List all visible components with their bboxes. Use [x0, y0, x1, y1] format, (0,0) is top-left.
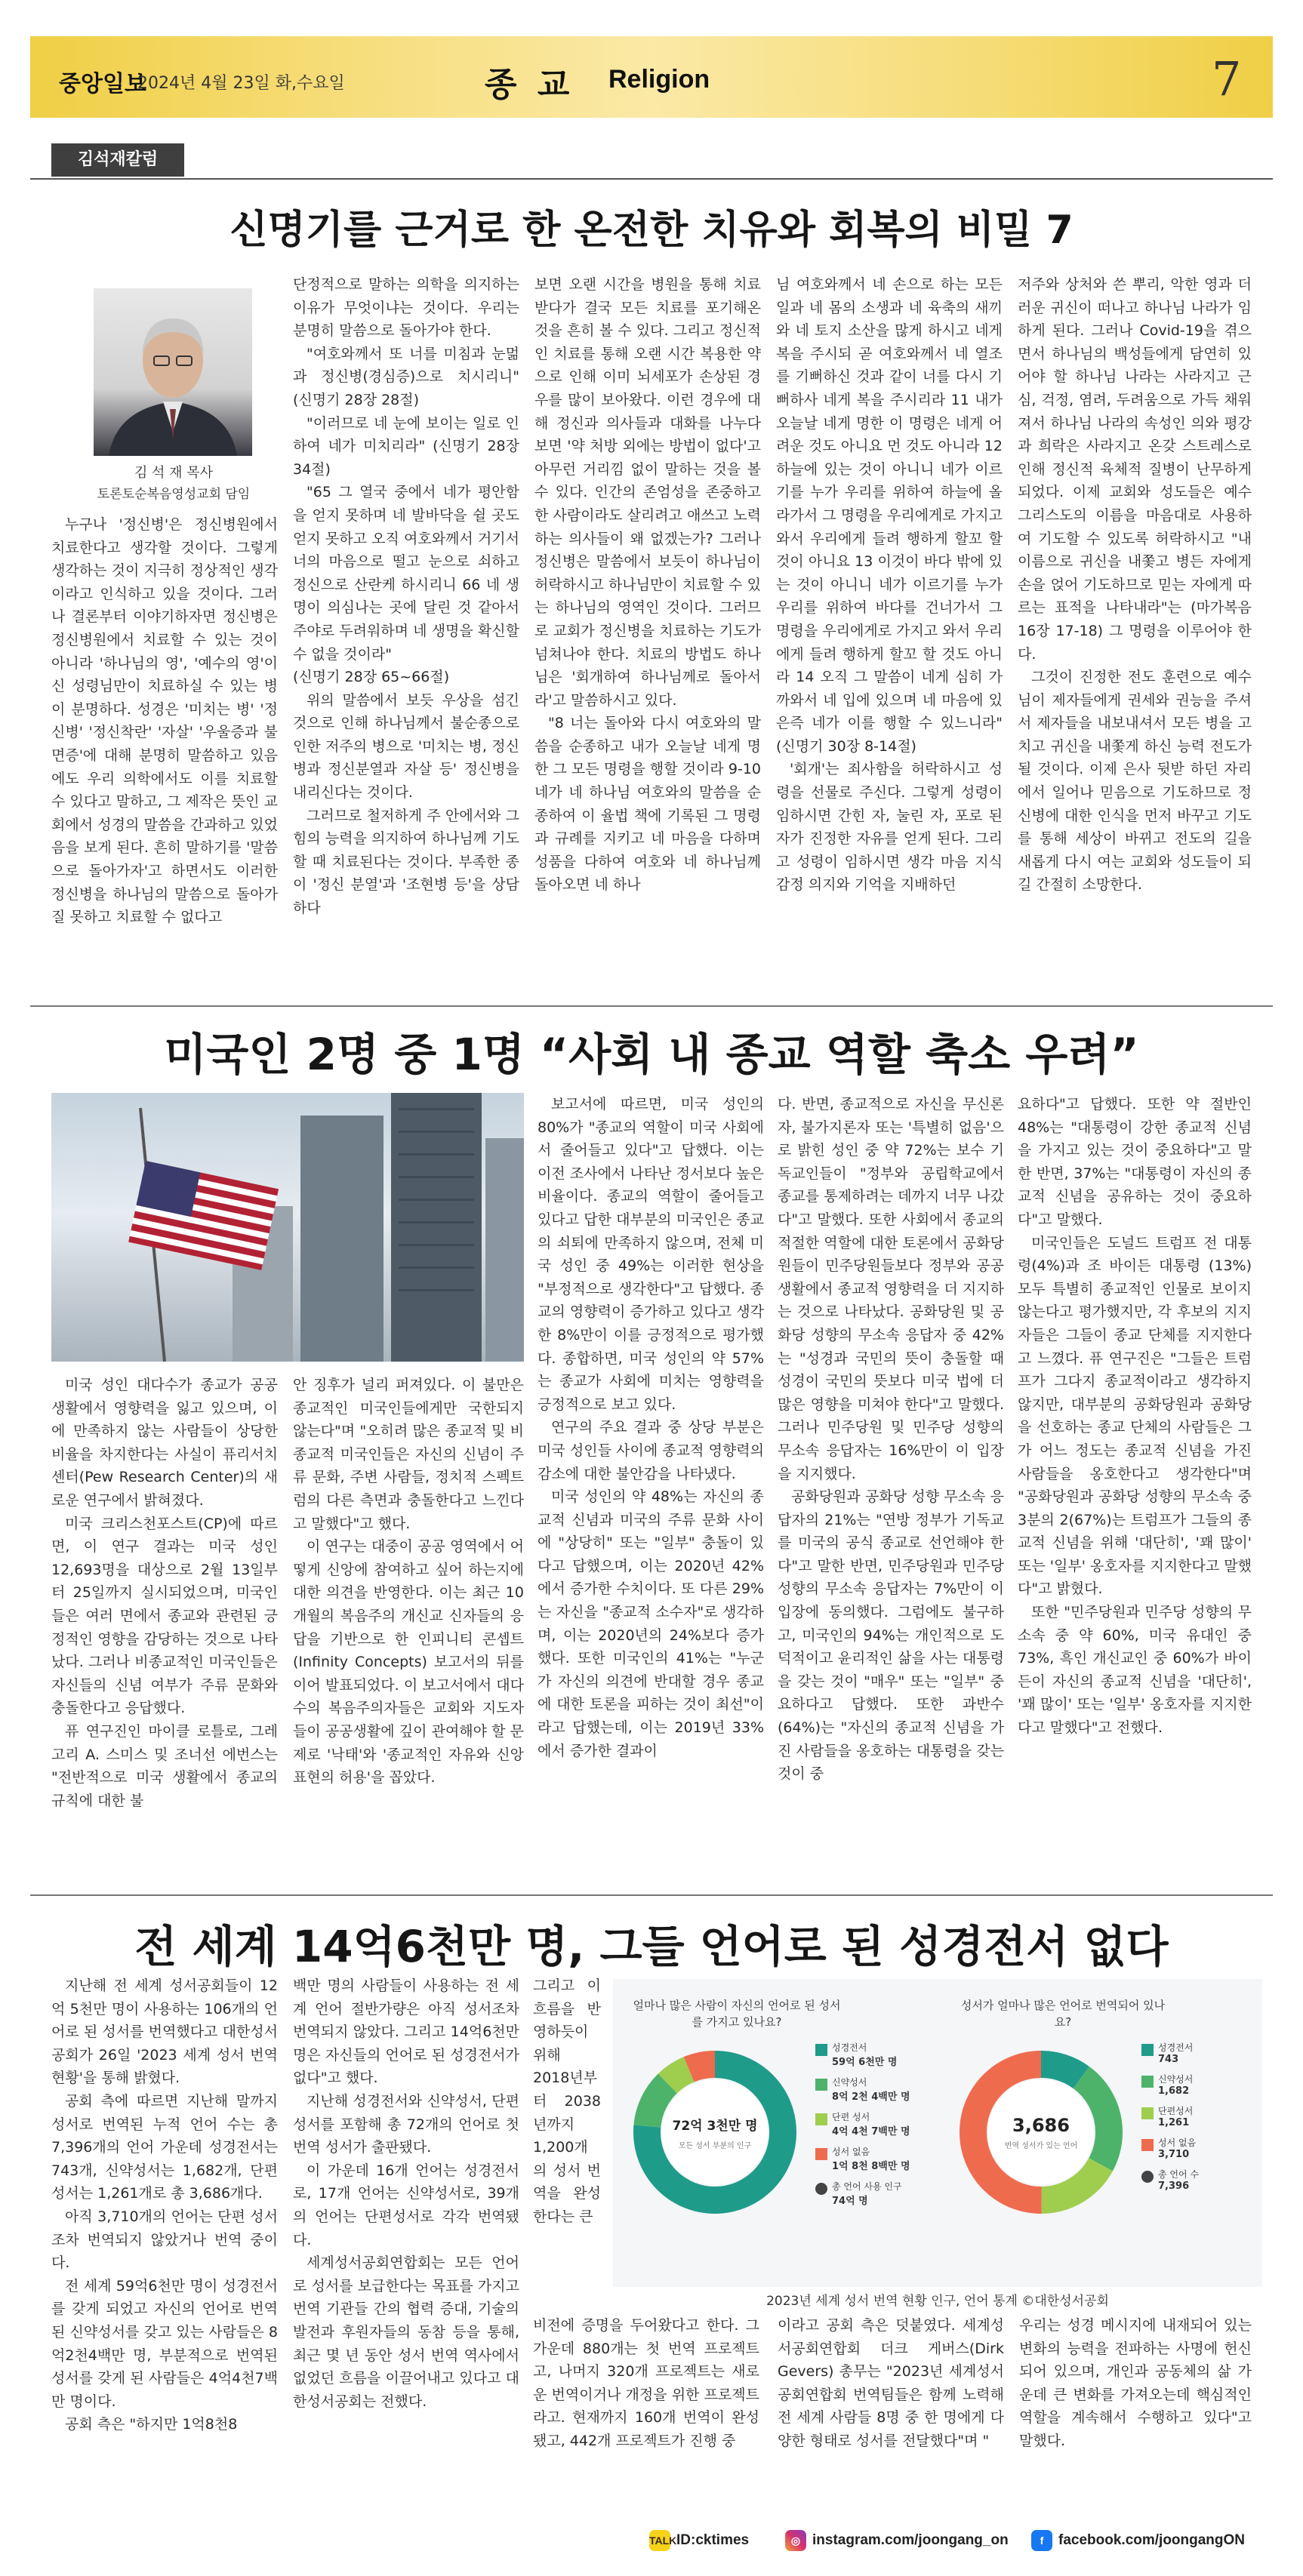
instagram-link[interactable] [785, 2530, 1009, 2551]
paragraph: 보고서에 따르면, 미국 성인의 80%가 "종교의 역할이 미국 사회에서 줄어들고 있다"고 답했다. 이는 이전 조사에서 나타난 정서보다 높은 비율이다. 종교의 역할이 줄어들고 있다고 답한 대부분의 미국인은 종교의 쇠퇴에 만족하지 않으며, 전체 미국 성인 중 49%는 이러한 현상을 "부정적으로 생각한다"고 답했다. 종교의 영향력이 증가하고 있다고 생각한 8%만이 이를 긍정적으로 평가했다. 종합하면, 미국 성인의 약 57%는 종교가 사회에 미치는 영향력을 긍정적으로 보고 있다. [538, 1096, 764, 1413]
population-panel [619, 1988, 929, 2279]
paragraph: 미국 성인의 약 48%는 자신의 종교적 신념과 미국의 주류 문화 사이에 "상당히" 또는 "일부" 충돌이 있다고 답했으며, 이는 2020년 42%에서 증가한 수치이다. 또 다른 29%는 자신을 "종교적 소수자"로 생각하며, 이는 2020년의 24%보다 증가했다. 또한 미국인의 41%는 "누군가 자신의 의견에 반대할 경우 종교에 대한 토론을 피하는 것이 최선"이라고 답했는데, 이는 2019년 33%에서 증가한 결과이 [538, 1488, 764, 1759]
donut-center-value: 3,686 [1012, 2115, 1070, 2136]
article3-col3-narrow [533, 1974, 601, 2291]
legend-item: 성경전서 59억 6천만 명 [815, 2042, 925, 2068]
languages-donut-chart [954, 2045, 1128, 2219]
paragraph: 지난해 전 세계 성서공회들이 12억 5천만 명이 사용하는 106개의 언어로 된 성서를 번역했다고 대한성서공회가 26일 '2023 세계 성서 번역 현황'을 통해 밝혔다. [51, 1977, 278, 2087]
legend-item: 성서 없음 1억 8천 8백만 명 [815, 2147, 925, 2172]
paragraph: 누구나 '정신병'은 정신병원에서 치료한다고 생각할 것이다. 그렇게 생각하는 것이 지극히 정상적인 생각이라고 인식하고 있을 것이다. 그러나 결론부터 이야기하자면 정신병은 정신병원에서 치료할 수 있는 것이 아니라 '하나님의 영', '예수의 영'이신 성령님만이 치료하실 수 있는 병이 분명하다. 성경은 '미치는 병' '정신병' '정신착란' '자살' '우울증과 불면증'에 대해 분명히 말씀하고 있음에도 우리 의학에서도 이를 치료할 수 있다고 말하고, 그 제작은 뜻인 교회에서 성경의 말씀을 간과하고 있었음을 보게 된다. 흔히 말하기를 '말씀으로 돌아가자'고 하면서도 이러한 정신병을 하나님의 말씀으로 돌아가 질 못하고 치료할 수 없다고 [51, 516, 278, 926]
kakao-talk-icon: TALK [649, 2530, 670, 2551]
paragraph: "여호와께서 또 너를 미침과 눈멂과 정신병(경심증)으로 치시리니" (신명기 28장 28절) [293, 345, 519, 408]
paragraph: 공회 측에 따르면 지난해 말까지 성서로 번역된 누적 언어 수는 총 7,396개의 언어 가운데 성경전서는 743개, 신약성서는 1,682개, 단편성서는 1,261개로 총 3,686개다. [51, 2092, 278, 2202]
paragraph: 또한 "민주당원과 민주당 성향의 무소속 중 약 60%, 미국 유대인 중 73%, 흑인 개신교인 중 60%가 바이든이 자신의 종교적 신념을 '대단히', '꽤 많이' 또는 '일부' 옹호자를 지지한다고 말했다"고 전했다. [1018, 1604, 1252, 1737]
kakao-id: ID:cktimes [676, 2532, 750, 2548]
languages-legend [1141, 2042, 1251, 2201]
donut-center-sub: 번역 성서가 있는 언어 [1004, 2142, 1078, 2150]
paragraph: 공회 측은 "하지만 1억8천8 [65, 2416, 238, 2433]
headline-3: 전 세계 14억6천만 명, 그들 언어로 된 성경전서 없다 [134, 1921, 1169, 1972]
legend-total: 총 언어 사용 인구 74억 명 [815, 2181, 925, 2207]
population-donut-chart [628, 2045, 802, 2219]
paragraph: 님 여호와께서 네 손으로 하는 모든 일과 네 몸의 소생과 네 육축의 새끼와 네 토지 소산을 많게 하시고 네게 복을 주시되 곧 여호와께서 네 열조를 기뻐하신 것과 같이 너를 다시 기뻐하사 네게 복을 주시리라 11 내가 오늘날 네게 명한 이 명령은 네게 어려운 것도 아니요 먼 것도 아니라 12 하늘에 있는 것이 아니니 네가 이르기를 누가 우리를 위하여 하늘에 올라가서 그 명령을 우리에게로 가지고 와서 우리에게 들려 행하게 할꼬 할 것이 아니요 13 이것이 바다 밖에 있는 것이 아니니 네가 이르기를 누가 우리를 위하여 바다를 건너가서 그 명령을 우리에게로 가지고 와서 우리에게 들려 행하게 할꼬 할 것도 아니라 14 오직 그 말씀이 네게 심히 가까와서 네 입에 있으며 네 마음에 있은즉 네가 이를 행할 수 있느니라" (신명기 30장 8-14절) [776, 276, 1003, 755]
paragraph: 우리는 성경 메시지에 내재되어 있는 변화의 능력을 전파하는 사명에 헌신되어 있으며, 개인과 공동체의 삶 가운데 큰 변화를 가져오는데 핵심적인 역할을 계속해서 수행하고 있다"고 말했다. [1019, 2317, 1252, 2449]
paragraph: 비전에 증명을 두어왔다고 한다. 그 가운데 880개는 첫 번역 프로젝트고, 나머지 320개 프로젝트는 새로운 번역이거나 개정을 위한 프로젝트라고. 현재까지 160개 번역이 완성됐고, 442개 프로젝트가 진행 중 [533, 2317, 759, 2449]
section-divider [30, 1894, 1273, 1896]
headline-2: 미국인 2명 중 1명 “사회 내 종교 역할 축소 우려” [164, 1029, 1139, 1080]
donut-center-value: 72억 3천만 명 [672, 2119, 758, 2134]
article3-col1 [51, 1974, 278, 2518]
donut-center-sub: 모든 성서 부분의 인구 [678, 2142, 752, 2150]
paragraph: 그러므로 철저하게 주 안에서와 그 힘의 능력을 의지하여 하나님께 기도할 때 치료된다는 것이다. 부족한 종이 '정신 분열'과 '조현병 등'을 상담하다 [293, 807, 519, 917]
paragraph: 세계성서공회연합회는 모든 언어로 성서를 보급한다는 목표를 가지고 번역 기관들 간의 협력 증대, 기술의 발전과 후원자들의 동참 등을 통해, 최근 몇 년 동안 성서 번역 역사에서 없었던 흐름을 이끌어내고 있다고 대한성서공회는 전했다. [293, 2254, 519, 2410]
paragraph: 이라고 공회 측은 덧붙였다. 세계성서공회연합회 더크 게버스(Dirk Gevers) 총무는 "2023년 세계성서공회연합회 번역팀들은 함께 노력해 전 세계 사람들 8명 중 한 명에게 다양한 형태로 성서를 전달했다"며 " [778, 2317, 1004, 2449]
paragraph: 그리고 이 흐름을 반영하듯이 위해 2018년부터 2038년까지 1,200개의 성서 번역을 완성한다는 큰 [533, 1977, 601, 2225]
article1-col2 [293, 273, 519, 1141]
paragraph: 백만 명의 사람들이 사용하는 전 세계 언어 절반가량은 아직 성서조차 번역되지 않았다. 그리고 14억6천만 명은 자신들의 언어로 된 성경전서가 없다"고 했다. [293, 1977, 519, 2087]
paragraph: 전 세계 59억6천만 명이 성경전서를 갖게 되었고 자신의 언어로 번역된 신약성서를 갖고 있는 사람들은 8억2천4백만 명, 부분적으로 번역된 성서를 갖게 된 사람들은 4억4천7백만 명이다. [51, 2277, 278, 2410]
legend-item: 신약성서 1,682 [1141, 2074, 1251, 2097]
paragraph: 아직 3,710개의 언어는 단편 성서조차 번역되지 않았거나 번역 중이다. [51, 2208, 278, 2272]
instagram-handle: instagram.com/joongang_on [812, 2532, 1009, 2548]
section-divider [30, 1005, 1273, 1007]
author-photo [94, 288, 252, 456]
paragraph: 공화당원과 공화당 성향 무소속 응답자의 21%는 "연방 정부가 기독교를 미국의 공식 종교로 선언해야 한다"고 말한 반면, 민주당원과 민주당 성향의 무소속 응답자는 7%만이 이 입장에 동의했다. 그럼에도 불구하고, 미국인의 94%는 개인적으로 도덕적이고 윤리적인 삶을 사는 대통령을 갖는 것이 "매우" 또는 "일부" 중요하다고 답했다. 또한 과반수(64%)는 "자신의 종교적 신념을 가진 사람들을 옹호하는 대통령을 갖는 것이 중 [778, 1488, 1004, 1783]
facebook-icon: f [1031, 2530, 1052, 2551]
paragraph: 이 연구는 대중이 공공 영역에서 어떻게 신앙에 참여하고 싶어 하는지에 대한 의견을 반영한다. 이는 최근 10개월의 복음주의 개신교 신자들의 응답을 기반으로 한 인피니티 콘셉트 (Infinity Concepts) 보고서의 뒤를 이어 발표되었다. 이 보고서에서 대다수의 복음주의자들은 교회와 지도자들이 공공생활에 깊이 관여해야 할 문제로 '낙태'와 '종교적인 자유와 신앙 표현의 허용'을 꼽았다. [293, 1538, 524, 1787]
facebook-link[interactable] [1031, 2530, 1245, 2551]
legend-item: 성경전서 743 [1141, 2042, 1251, 2065]
section-title-en: Religion [608, 65, 710, 94]
column-badge: 김석재칼럼 [51, 143, 184, 177]
paragraph: 안 징후가 널리 퍼져있다. 이 불만은 종교적인 미국인들에게만 국한되지 않는다"며 "오히려 많은 종교적 및 비종교적 미국인들은 자신의 신념이 주류 문화, 주변 사람들, 정치적 스펙트럼의 다른 측면과 충돌한다고 느낀다고 말했다"고 했다. [293, 1377, 524, 1532]
infographic-caption: 2023년 세계 성서 번역 현황 인구, 언어 통계 ©대한성서공회 [766, 2294, 1109, 2309]
article2-col4 [778, 1093, 1004, 1910]
legend-item: 단편 성서 4억 4천 7백만 명 [815, 2112, 925, 2137]
article1-col5 [1018, 273, 1252, 1141]
paragraph: (신명기 28장 65~66절) [293, 669, 450, 686]
paragraph: 이 가운데 16개 언어는 성경전서로, 17개 언어는 신약성서로, 39개의 언어는 단편성서로 각각 번역됐다. [293, 2162, 519, 2248]
usa-flag-photo [51, 1093, 524, 1362]
article3-bottom-col2 [778, 2314, 1004, 2518]
page-number: 7 [1212, 51, 1242, 106]
issue-date: 2024년 4월 23일 화,수요일 [137, 74, 345, 93]
languages-panel [945, 1988, 1255, 2279]
paragraph: '회개'는 죄사함을 허락하시고 성령을 선물로 주신다. 그렇게 성령이 임하시면 간힌 자, 눌린 자, 포로 된 자가 진정한 자유를 얻게 된다. 그리고 성령이 임하시면 생각 마음 지식 감정 의지와 기억을 지배하던 [776, 761, 1003, 894]
paragraph: 요하다"고 답했다. 또한 약 절반인 48%는 "대통령이 강한 종교적 신념을 가지고 있는 것이 중요하다"고 말한 반면, 37%는 "대통령이 자신의 종교적 신념을 공유하는 것이 중요하다"고 말했다. [1018, 1096, 1252, 1228]
article2-col1 [51, 1374, 278, 1910]
paragraph: "8 너는 돌아와 다시 여호와의 말씀을 순종하고 내가 오늘날 네게 명한 그 모든 명령을 행할 것이라 9-10 네가 네 하나님 여호와의 말씀을 순종하여 이 율법 책에 기록된 그 명령과 규례를 지키고 네 마음을 다하며 성품을 다하여 여호와 네 하나님께 돌아오면 네 하나 [534, 715, 761, 894]
paragraph: "65 그 열국 중에서 네가 평안함을 얻지 못하며 네 발바닥을 쉴 곳도 얻지 못하고 오직 여호와께서 거기서 너의 마음으로 떨고 눈으로 쇠하고 정신으로 산란케 하시리니 66 네 생명이 의심나는 곳에 달린 것 같아서 주야로 두려워하며 네 생명을 확신할 수 없을 것이라" [293, 484, 519, 663]
paragraph: 그것이 진정한 전도 훈련으로 예수님이 제자들에게 권세와 권능을 주셔서 제자들을 내보내셔서 모든 병을 고치고 귀신을 내쫓게 하신 능력 전도가 될 것이다. 이제 은사 뒷받 하던 자리에서 일어나 믿음으로 기도하므로 정신병에 대한 인식을 먼저 바꾸고 기도를 통해 세상이 바뀌고 전도의 길을 새롭게 다시 여는 교회와 성도들이 되길 간절히 소망한다. [1018, 669, 1252, 894]
city-flag-illustration [51, 1093, 524, 1362]
paragraph: 다. 반면, 종교적으로 자신을 무신론자, 불가지론자 또는 '특별히 없음'으로 밝힌 성인 중 약 72%는 보수 기독교인들이 "정부와 공립학교에서 종교를 통제하려는 데까지 너무 나갔다"고 말했다. 또한 사회에서 종교의 적절한 역할에 대한 토론에서 공화당원들이 민주당원들보다 정부와 공공생활에서 종교적 영향력을 더 지지하는 것으로 나타났다. 공화당원 및 공화당 성향의 무소속 응답자 중 42%는 "성경과 국민의 뜻이 충돌할 때 성경이 국민의 뜻보다 미국 법에 더 많은 영향을 미쳐야 한다"고 말했다. 그러나 민주당원 및 민주당 성향의 무소속 응답자는 16%만이 이 입장을 지지했다. [778, 1096, 1004, 1482]
paragraph: 단정적으로 말하는 의학을 의지하는 이유가 무엇이냐는 것이다. 우리는 분명히 말씀으로 돌아가야 한다. [293, 276, 519, 340]
article3-bottom-col1 [533, 2314, 759, 2518]
legend-item: 단편성서 1,261 [1141, 2106, 1251, 2128]
paragraph: 보면 오랜 시간을 병원을 통해 치료받다가 결국 모든 치료를 포기해온 것을 흔히 볼 수 있다. 그리고 정신적인 치료를 통해 오랜 시간 복용한 약으로 인해 이미 뇌세포가 손상된 경우를 많이 보아왔다. 이런 경우에 대해 정신과 의사들과 대화를 나누다 보면 '약 처방 외에는 방법이 없다'고 아무런 거리낌 없이 말하는 것을 볼 수 있다. 인간의 존엄성을 존중하고 한 사람이라도 살리려고 애쓰고 노력하는 의사들이 왜 없겠는가? 그러나 정신병은 말씀에서 보듯이 하나님이 허락하시고 하나님만이 치료할 수 있는 하나님의 영역인 것이다. 그러므로 교회가 정신병을 치료하는 기도가 넘쳐나야 한다. 치료의 방법도 하나님은 '회개하여 하나님께로 돌아서라'고 말씀하시고 있다. [534, 276, 761, 709]
social-footer [0, 2530, 1303, 2560]
article3-bottom-col3 [1019, 2314, 1252, 2518]
paragraph: 지난해 성경전서와 신약성서, 단편성서를 포함해 총 72개의 언어로 첫 번역 성서가 출판됐다. [293, 2092, 519, 2156]
bible-translation-infographic [613, 1979, 1262, 2287]
badge-rule [30, 178, 1273, 180]
article2-col2 [293, 1374, 524, 1910]
panel-title: 성서가 얼마나 많은 언어로 번역되어 있나요? [960, 1999, 1166, 2029]
article1-col3 [534, 273, 761, 1141]
headline-1: 신명기를 근거로 한 온전한 치유와 회복의 비밀 7 [229, 208, 1074, 253]
kakao-link[interactable] [649, 2530, 749, 2551]
paragraph: 연구의 주요 결과 중 상당 부분은 미국 성인들 사이에 종교적 영향력의 감소에 대한 불안감을 나타냈다. [538, 1419, 764, 1482]
section-title: 종 교 [485, 66, 574, 104]
population-legend [815, 2042, 925, 2216]
article2-col3 [538, 1093, 764, 1910]
legend-item: 성서 없음 3,710 [1141, 2137, 1251, 2160]
newspaper-logo: 중앙일보 [59, 71, 146, 97]
author-name: 김 석 재 목사 [134, 465, 214, 481]
paragraph: 저주와 상처와 쓴 뿌리, 악한 영과 더러운 귀신이 떠나고 하나님 나라가 임하게 된다. 그러나 Covid-19을 겪으면서 하나님의 백성들에게 담연히 있어야 할 하나님 나라는 사라지고 근심, 걱정, 염려, 두려움으로 가득 채워져서 하나님 나라의 속성인 의와 평강과 희락은 사라지고 온갖 스트레스로 인해 정신적 육체적 질병이 난무하게 되었다. 이제 교회와 성도들은 예수 그리스도의 이름을 마음대로 사용하여 기도할 수 있도록 허락하시고 "내 이름으로 귀신을 내쫓고 병든 자에게 손을 얹어 기도하므로 믿는 자에게 따르는 표적을 나타내라"는 (마가복음 16장 17-18) 그 명령을 이루어야 한다. [1018, 276, 1252, 663]
instagram-icon: ◎ [785, 2530, 806, 2551]
paragraph: "이러므로 네 눈에 보이는 일로 인하여 네가 미치리라" (신명기 28장 34절) [293, 414, 519, 478]
author-title: 토론토순복음영성교회 담임 [97, 487, 251, 502]
article1-col4 [776, 273, 1003, 1141]
panel-title: 얼마나 많은 사람이 자신의 언어로 된 성서를 가지고 있나요? [633, 1999, 841, 2029]
legend-total: 총 언어 수 7,396 [1141, 2169, 1251, 2192]
paragraph: 퓨 연구진인 마이클 로틀로, 그레고리 A. 스미스 및 조너선 에번스는 "전반적으로 미국 생활에서 종교의 규칙에 대한 불 [51, 1722, 278, 1809]
article3-col2 [293, 1974, 519, 2518]
paragraph: 위의 말씀에서 보듯 우상을 섬긴 것으로 인해 하나님께서 불순종으로 인한 저주의 병으로 '미치는 병, 정신병과 정신분열과 자살 등' 정신병을 내리신다는 것이다. [293, 691, 519, 802]
paragraph: 미국인들은 도널드 트럼프 전 대통령(4%)과 조 바이든 대통령 (13%) 모두 특별히 종교적인 인물로 보이지 않는다고 평가했지만, 각 후보의 지지자들은 그들이 종교 단체를 지지한다고 느꼈다. 퓨 연구진은 "그들은 트럼프가 그다지 종교적이라고 생각하지 않지만, 대부분의 공화당원과 공화당을 선호하는 종교 단체의 사람들은 그가 어느 정도는 종교적 신념을 가진 사람들을 옹호한다고 생각한다"며 "공화당원과 공화당 성향의 무소속 중 3분의 2(67%)는 트럼프가 그들의 종교적 신념을 위해 '대단히', '꽤 많이' 또는 '일부' 옹호자를 지지한다고 말했다"고 밝혔다. [1018, 1234, 1252, 1598]
paragraph: 미국 크리스천포스트(CP)에 따르면, 이 연구 결과는 미국 성인 12,693명을 대상으로 2월 13일부터 25일까지 실시되었으며, 미국인들은 여러 면에서 종교와 관련된 긍정적인 영향을 감당하는 것으로 나타났다. 그러나 비종교적인 미국인들은 자신들의 신념 여부가 주류 문화와 충돌한다고 응답했다. [51, 1515, 278, 1717]
legend-item: 신약성서 8억 2천 4백만 명 [815, 2077, 925, 2103]
paragraph: 미국 성인 대다수가 종교가 공공 생활에서 영향력을 잃고 있으며, 이에 만족하지 않는 사람들이 상당한 비율을 차지한다는 사실이 퓨리서치센터(Pew Research Center)의 새로운 연구에서 밝혀졌다. [51, 1377, 278, 1509]
article2-col5 [1018, 1093, 1252, 1910]
facebook-handle: facebook.com/joongangON [1058, 2532, 1246, 2548]
author-portrait-icon [94, 288, 252, 456]
